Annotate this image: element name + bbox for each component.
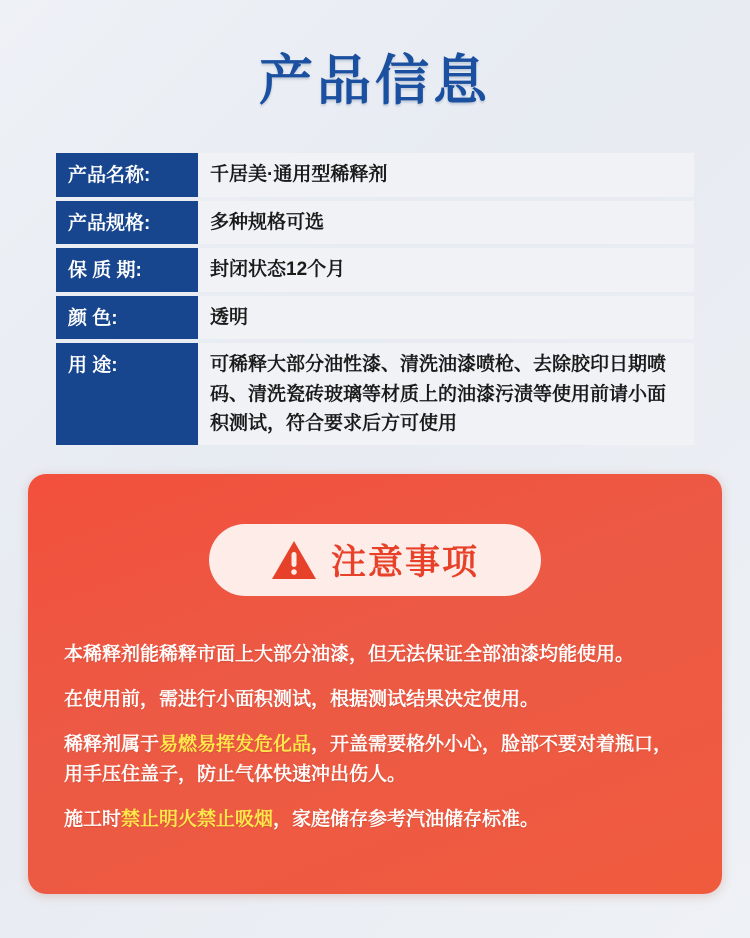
notice-text: ，家庭储存参考汽油储存标准。	[273, 809, 540, 831]
notice-panel	[28, 474, 722, 894]
notice-body	[64, 640, 686, 836]
notice-badge-label: 注意事项	[330, 543, 479, 582]
row-label: 颜 色:	[56, 296, 198, 339]
product-info-table	[56, 149, 694, 449]
row-value: 透明	[198, 296, 694, 339]
row-value: 多种规格可选	[198, 201, 694, 244]
notice-line	[64, 730, 686, 792]
row-label: 用 途:	[56, 343, 198, 445]
warning-triangle-icon	[271, 539, 317, 581]
row-value: 封闭状态12个月	[198, 248, 694, 291]
notice-line	[64, 685, 686, 716]
table-row	[56, 296, 694, 339]
table-row	[56, 343, 694, 445]
notice-text-highlight: 易燃易挥发危化品	[159, 733, 312, 755]
notice-text: 施工时	[64, 809, 122, 831]
notice-text: ，开盖需要格外小心，脸部不要对着瓶口，用手压住盖子，防止气体快速冲出伤人。	[64, 733, 673, 786]
page-title: 产品信息	[259, 51, 491, 111]
notice-line	[64, 805, 686, 836]
row-label: 保 质 期:	[56, 248, 198, 291]
notice-text: 稀释剂属于	[64, 733, 160, 755]
notice-badge	[209, 524, 541, 596]
product-info-table-body	[56, 153, 694, 445]
notice-text-highlight: 禁止明火禁止吸烟	[121, 809, 274, 831]
table-row	[56, 153, 694, 196]
notice-text: 在使用前，需进行小面积测试，根据测试结果决定使用。	[64, 688, 540, 710]
table-row	[56, 201, 694, 244]
row-value: 千居美·通用型稀释剂	[198, 153, 694, 196]
table-row	[56, 248, 694, 291]
notice-line	[64, 640, 686, 671]
row-value: 可稀释大部分油性漆、清洗油漆喷枪、去除胶印日期喷码、清洗瓷砖玻璃等材质上的油漆污渍等使用前请小面积测试，符合要求后方可使用	[198, 343, 694, 445]
row-label: 产品名称:	[56, 153, 198, 196]
notice-text: 本稀释剂能稀释市面上大部分油漆，但无法保证全部油漆均能使用。	[64, 644, 635, 665]
row-label: 产品规格:	[56, 201, 198, 244]
